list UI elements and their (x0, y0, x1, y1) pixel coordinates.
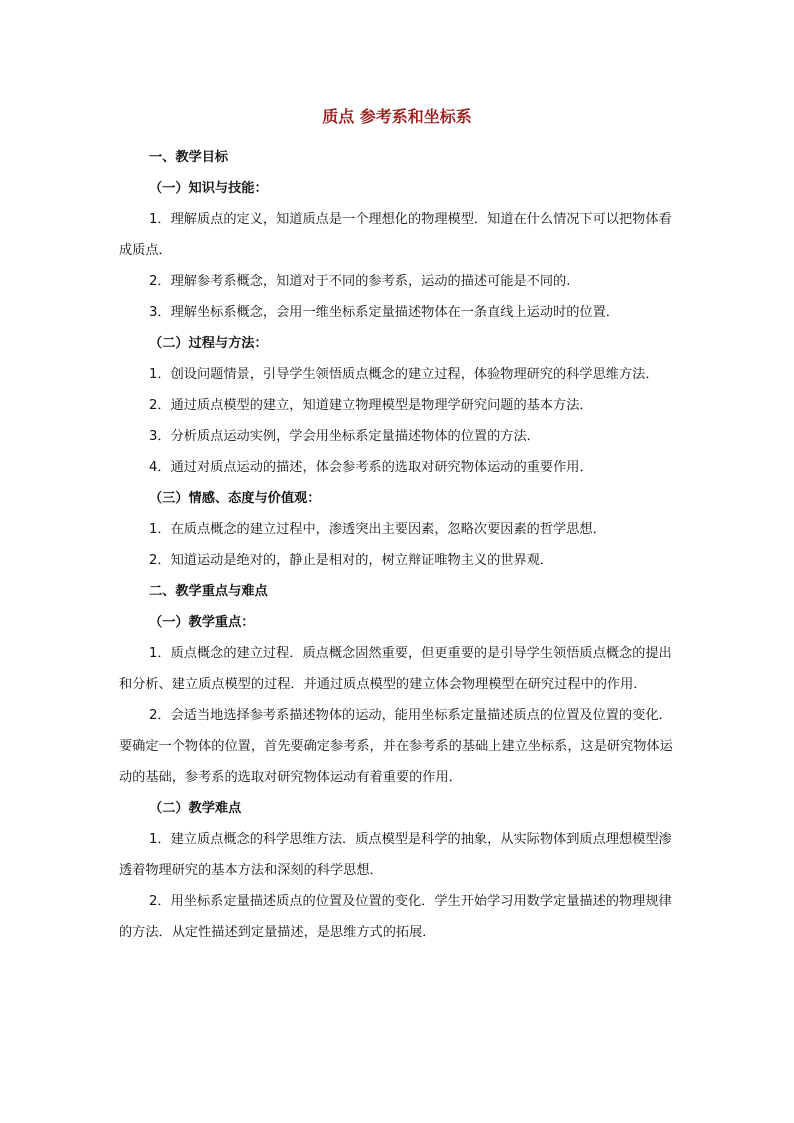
subsection-heading: （一）知识与技能： (149, 181, 268, 196)
subsection-heading: （三）情感、态度与价值观： (149, 491, 321, 506)
paragraph: 3．理解坐标系概念，会用一维坐标系定量描述物体在一条直线上运动时的位置． (149, 305, 619, 320)
section-heading: 二、教学重点与难点 (149, 584, 268, 599)
document-body (119, 142, 675, 948)
subsection-heading: （二）过程与方法： (149, 336, 268, 351)
page-title: 质点 参考系和坐标系 (322, 107, 472, 126)
paragraph: 2．通过质点模型的建立，知道建立物理模型是物理学研究问题的基本方法． (149, 398, 593, 413)
paragraph: 1．在质点概念的建立过程中，渗透突出主要因素，忽略次要因素的哲学思想． (149, 522, 606, 537)
subsection-heading: （二）教学难点 (149, 801, 242, 816)
paragraph: 3．分析质点运动实例，学会用坐标系定量描述物体的位置的方法． (149, 429, 540, 444)
paragraph: 1．质点概念的建立过程．质点概念固然重要，但更重要的是引导学生领悟质点概念的提出和分析、建立质点模型的过程．并通过质点模型的建立体会物理模型在研究过程中的作用． (119, 646, 672, 692)
paragraph: 2．知道运动是绝对的，静止是相对的，树立辩证唯物主义的世界观． (149, 553, 554, 568)
paragraph: 2．理解参考系概念，知道对于不同的参考系，运动的描述可能是不同的. (149, 274, 571, 289)
paragraph: 1．理解质点的定义，知道质点是一个理想化的物理模型．知道在什么情况下可以把物体看成质点． (119, 212, 672, 258)
paragraph: 2．用坐标系定量描述质点的位置及位置的变化．学生开始学习用数学定量描述的物理规律的方法．从定性描述到定量描述，是思维方式的拓展． (119, 894, 672, 940)
subsection-heading: （一）教学重点： (149, 615, 255, 630)
paragraph: 1．创设问题情景，引导学生领悟质点概念的建立过程，体验物理研究的科学思维方法． (149, 367, 659, 382)
paragraph: 4．通过对质点运动的描述，体会参考系的选取对研究物体运动的重要作用． (149, 460, 593, 475)
paragraph: 1．建立质点概念的科学思维方法．质点模型是科学的抽象，从实际物体到质点理想模型渗透着物理研究的基本方法和深刻的科学思想． (119, 832, 672, 878)
section-heading: 一、教学目标 (149, 150, 229, 165)
paragraph: 2．会适当地选择参考系描述物体的运动，能用坐标系定量描述质点的位置及位置的变化．要确定一个物体的位置，首先要确定参考系，并在参考系的基础上建立坐标系，这是研究物体运动的基础，参考系的选取对研究物体运动有着重要的作用． (119, 708, 673, 785)
